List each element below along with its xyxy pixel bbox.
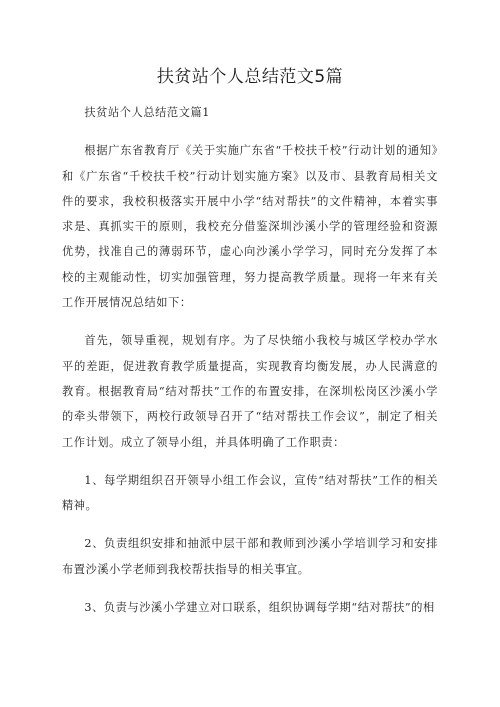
document-title: 扶贫站个人总结范文5篇 bbox=[156, 67, 344, 87]
paragraph: 根据广东省教育厅《关于实施广东省“千校扶千校”行动计划的通知》和《广东省“千校扶千校”行动计划实施方案》以及市、县教育局相关文件的要求，我校积极落实开展中小学“结对帮扶”的文件精神，本着实事求是、真抓实干的原则，我校充分借鉴深圳沙溪小学的管理经验和资源优势，找准自己的薄弱环节，虚心向沙溪小学学习，同时充分发挥了本校的主观能动性，切实加强管理，努力提高教学质量。现将一年来有关工作开展情况总结如下： bbox=[62, 144, 438, 310]
section-heading: 扶贫站个人总结范文篇1 bbox=[84, 106, 210, 119]
list-item: 2、负责组织安排和抽派中层干部和教师到沙溪小学培训学习和安排布置沙溪小学老师到我校帮扶指导的相关事宜。 bbox=[62, 537, 438, 576]
paragraph: 首先，领导重视，规划有序。为了尽快缩小我校与城区学校办学水平的差距，促进教育教学质量提高，实现教育均衡发展，办人民满意的教育。根据教育局“结对帮扶”工作的布置安排，在深圳松岗区沙溪小学的牵头带领下，两校行政领导召开了“结对帮扶工作会议”，制定了相关工作计划。成立了领导小组，并具体明确了工作职责： bbox=[62, 334, 438, 449]
document-body bbox=[62, 100, 438, 620]
list-item: 1、每学期组织召开领导小组工作会议，宣传“结对帮扶”工作的相关精神。 bbox=[62, 473, 438, 513]
list-item: 3、负责与沙溪小学建立对口联系，组织协调每学期“结对帮扶”的相 bbox=[84, 601, 435, 615]
